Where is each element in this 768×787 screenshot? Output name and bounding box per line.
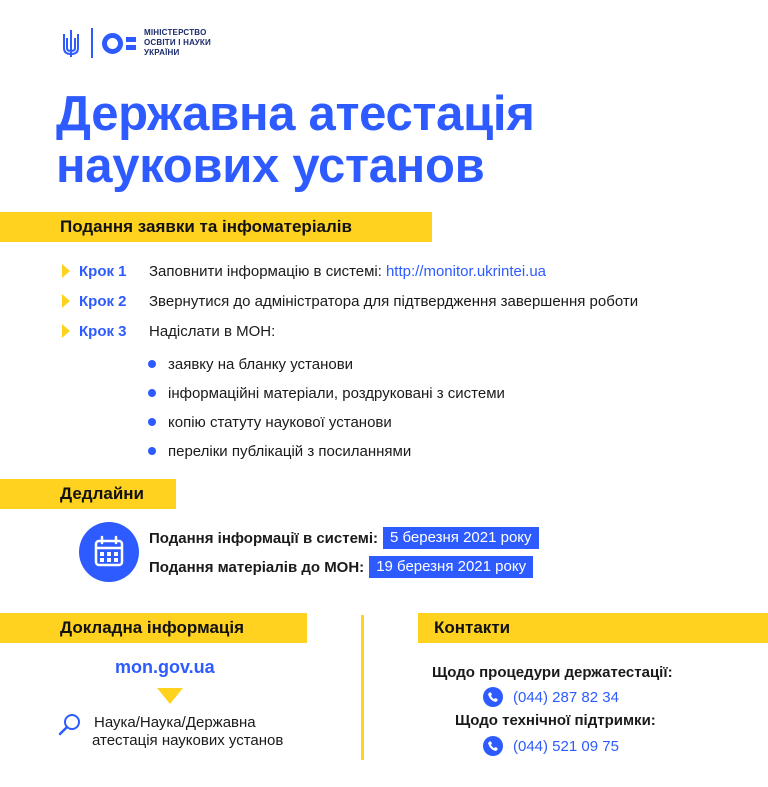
deadline-label: Подання інформації в системі:: [149, 529, 378, 547]
arrow-down-icon: [157, 688, 183, 704]
step-text: Надіслати в МОН:: [149, 322, 276, 340]
chevron-right-icon: [62, 264, 70, 278]
section-heading-deadlines: Дедлайни: [0, 479, 176, 509]
list-item: копію статуту наукової установи: [148, 411, 392, 433]
contact-procedure-phone[interactable]: (044) 287 82 34: [483, 686, 619, 708]
deadline-date: 19 березня 2021 року: [369, 556, 533, 578]
section-heading-details: Докладна інформація: [0, 613, 307, 643]
step-text: Звернутися до адміністратора для підтвердження завершення роботи: [149, 292, 639, 310]
contact-support-label: Щодо технічної підтримки:: [455, 712, 656, 729]
deadline-date: 5 березня 2021 року: [383, 527, 539, 549]
deadline-row-system: [149, 526, 539, 550]
trident-icon: [60, 28, 82, 58]
step-text: Заповнити інформацію в системі:: [149, 262, 382, 280]
magnifier-icon: [58, 712, 82, 736]
phone-icon: [483, 736, 503, 756]
navigation-path: Наука/Наука/Державна атестація наукових установ: [92, 714, 284, 749]
section-heading-submission: Подання заявки та інфоматеріалів: [0, 212, 432, 242]
logo-divider: [91, 28, 93, 58]
ministry-name: МІНІСТЕРСТВО ОСВІТИ І НАУКИ УКРАЇНИ: [144, 28, 211, 57]
contact-procedure-label: Щодо процедури держатестації:: [432, 664, 673, 681]
chevron-right-icon: [62, 294, 70, 308]
deadline-label: Подання матеріалів до МОН:: [149, 558, 365, 576]
list-item: інформаційні матеріали, роздруковані з системи: [148, 382, 505, 404]
calendar-icon: [79, 522, 139, 582]
monitor-link[interactable]: http://monitor.ukrintei.ua: [385, 262, 547, 280]
deadline-row-mon: [149, 555, 533, 579]
section-heading-contacts: Контакти: [418, 613, 768, 643]
ministry-logo: [60, 28, 211, 58]
contact-support-phone[interactable]: (044) 521 09 75: [483, 735, 619, 757]
step-1: [62, 260, 546, 282]
bullet-dot-icon: [148, 418, 156, 426]
column-divider: [361, 615, 364, 760]
step-key: Крок 3: [79, 322, 127, 340]
ministry-logo-icon: [102, 33, 136, 54]
step-3: [62, 320, 275, 342]
chevron-right-icon: [62, 324, 70, 338]
list-item: заявку на бланку установи: [148, 353, 353, 375]
step-2: [62, 290, 638, 312]
step-key: Крок 2: [79, 292, 127, 310]
site-link[interactable]: mon.gov.ua: [115, 657, 215, 677]
page-title: Державна атестація наукових установ: [56, 87, 535, 193]
bullet-dot-icon: [148, 389, 156, 397]
bullet-dot-icon: [148, 360, 156, 368]
bullet-dot-icon: [148, 447, 156, 455]
list-item: переліки публікацій з посиланнями: [148, 440, 411, 462]
phone-icon: [483, 687, 503, 707]
step-key: Крок 1: [79, 262, 127, 280]
